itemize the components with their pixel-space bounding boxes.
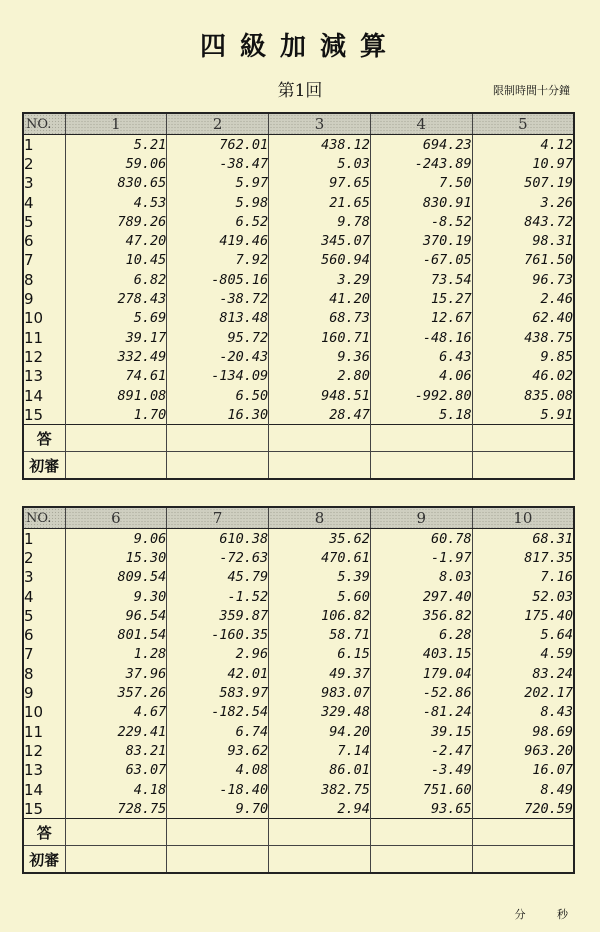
row-number: 9	[23, 683, 65, 702]
table-row	[23, 212, 574, 231]
number-cell: 4.06	[370, 367, 472, 386]
problem-table-1	[22, 112, 575, 480]
table-row	[23, 367, 574, 386]
row-number: 5	[23, 606, 65, 625]
number-cell: 39.17	[65, 328, 167, 347]
number-cell: 830.65	[65, 174, 167, 193]
table-row	[23, 328, 574, 347]
number-cell: 7.50	[370, 174, 472, 193]
number-cell: 610.38	[167, 529, 269, 549]
number-cell: 6.50	[167, 386, 269, 405]
check-label: 初審	[23, 452, 65, 480]
number-cell: 2.94	[269, 799, 371, 819]
number-cell: 49.37	[269, 664, 371, 683]
number-cell: 560.94	[269, 251, 371, 270]
number-cell: 202.17	[472, 683, 574, 702]
table-row	[23, 625, 574, 644]
table-row	[23, 289, 574, 308]
number-cell: 7.16	[472, 568, 574, 587]
number-cell: 8.43	[472, 703, 574, 722]
number-cell: 96.54	[65, 606, 167, 625]
answer-row	[23, 425, 574, 452]
number-cell: 419.46	[167, 231, 269, 250]
number-cell: 329.48	[269, 703, 371, 722]
number-cell: 6.15	[269, 645, 371, 664]
number-cell: 59.06	[65, 154, 167, 173]
column-header: 7	[167, 507, 269, 529]
number-cell: 3.29	[269, 270, 371, 289]
number-cell: 507.19	[472, 174, 574, 193]
number-cell: -67.05	[370, 251, 472, 270]
table-row	[23, 347, 574, 366]
number-cell: 403.15	[370, 645, 472, 664]
number-cell: 83.21	[65, 741, 167, 760]
number-cell: -72.63	[167, 548, 269, 567]
number-cell: -805.16	[167, 270, 269, 289]
column-header: 2	[167, 113, 269, 135]
number-cell: 5.18	[370, 405, 472, 425]
number-cell: -992.80	[370, 386, 472, 405]
number-cell: 762.01	[167, 135, 269, 155]
check-cell[interactable]	[269, 452, 371, 480]
number-cell: 73.54	[370, 270, 472, 289]
answer-label: 答	[23, 425, 65, 452]
number-cell: 160.71	[269, 328, 371, 347]
table-row	[23, 587, 574, 606]
number-cell: 98.31	[472, 231, 574, 250]
number-cell: 15.27	[370, 289, 472, 308]
check-cell[interactable]	[65, 452, 167, 480]
number-cell: 817.35	[472, 548, 574, 567]
number-cell: -1.97	[370, 548, 472, 567]
number-cell: 470.61	[269, 548, 371, 567]
number-cell: 5.64	[472, 625, 574, 644]
number-cell: 5.60	[269, 587, 371, 606]
table-row	[23, 193, 574, 212]
number-cell: -52.86	[370, 683, 472, 702]
answer-cell[interactable]	[269, 425, 371, 452]
number-cell: 438.75	[472, 328, 574, 347]
number-cell: 6.28	[370, 625, 472, 644]
number-cell: 6.43	[370, 347, 472, 366]
answer-cell[interactable]	[472, 819, 574, 846]
number-cell: 46.02	[472, 367, 574, 386]
number-cell: 9.06	[65, 529, 167, 549]
number-cell: 813.48	[167, 309, 269, 328]
header-row	[23, 113, 574, 135]
column-header: 10	[472, 507, 574, 529]
check-label: 初審	[23, 846, 65, 874]
table-row	[23, 799, 574, 819]
row-number: 13	[23, 761, 65, 780]
number-cell: 175.40	[472, 606, 574, 625]
number-cell: 4.67	[65, 703, 167, 722]
check-cell[interactable]	[472, 452, 574, 480]
no-header: NO.	[23, 507, 65, 529]
number-cell: 8.03	[370, 568, 472, 587]
number-cell: 93.62	[167, 741, 269, 760]
number-cell: 96.73	[472, 270, 574, 289]
number-cell: 2.46	[472, 289, 574, 308]
number-cell: 8.49	[472, 780, 574, 799]
number-cell: 357.26	[65, 683, 167, 702]
row-number: 6	[23, 625, 65, 644]
check-row	[23, 846, 574, 874]
row-number: 11	[23, 328, 65, 347]
table-row	[23, 664, 574, 683]
row-number: 3	[23, 174, 65, 193]
number-cell: 359.87	[167, 606, 269, 625]
number-cell: 4.53	[65, 193, 167, 212]
number-cell: 694.23	[370, 135, 472, 155]
number-cell: -18.40	[167, 780, 269, 799]
answer-row	[23, 819, 574, 846]
number-cell: 4.08	[167, 761, 269, 780]
check-cell[interactable]	[370, 452, 472, 480]
answer-cell[interactable]	[370, 425, 472, 452]
check-cell[interactable]	[370, 846, 472, 874]
number-cell: 28.47	[269, 405, 371, 425]
number-cell: 2.80	[269, 367, 371, 386]
number-cell: 10.97	[472, 154, 574, 173]
number-cell: 42.01	[167, 664, 269, 683]
row-number: 5	[23, 212, 65, 231]
row-number: 4	[23, 587, 65, 606]
number-cell: 835.08	[472, 386, 574, 405]
number-cell: -2.47	[370, 741, 472, 760]
table-row	[23, 231, 574, 250]
number-cell: -3.49	[370, 761, 472, 780]
number-cell: -8.52	[370, 212, 472, 231]
check-cell[interactable]	[269, 846, 371, 874]
number-cell: 37.96	[65, 664, 167, 683]
number-cell: -38.47	[167, 154, 269, 173]
table-row	[23, 780, 574, 799]
minutes-label: 分	[514, 908, 528, 921]
number-cell: 9.30	[65, 587, 167, 606]
number-cell: 843.72	[472, 212, 574, 231]
number-cell: -48.16	[370, 328, 472, 347]
number-cell: 5.91	[472, 405, 574, 425]
row-number: 2	[23, 548, 65, 567]
row-number: 11	[23, 722, 65, 741]
row-number: 8	[23, 270, 65, 289]
number-cell: 9.78	[269, 212, 371, 231]
number-cell: 5.69	[65, 309, 167, 328]
table-row	[23, 174, 574, 193]
table-row	[23, 529, 574, 549]
number-cell: 3.26	[472, 193, 574, 212]
number-cell: 963.20	[472, 741, 574, 760]
number-cell: 5.98	[167, 193, 269, 212]
number-cell: 16.07	[472, 761, 574, 780]
number-cell: -182.54	[167, 703, 269, 722]
number-cell: 63.07	[65, 761, 167, 780]
number-cell: 9.70	[167, 799, 269, 819]
number-cell: 45.79	[167, 568, 269, 587]
row-number: 12	[23, 741, 65, 760]
number-cell: 21.65	[269, 193, 371, 212]
row-number: 1	[23, 135, 65, 155]
table-row	[23, 309, 574, 328]
no-header: NO.	[23, 113, 65, 135]
row-number: 15	[23, 405, 65, 425]
number-cell: 6.52	[167, 212, 269, 231]
row-number: 14	[23, 780, 65, 799]
check-cell[interactable]	[65, 846, 167, 874]
table-row	[23, 270, 574, 289]
number-cell: 106.82	[269, 606, 371, 625]
table-row	[23, 386, 574, 405]
problem-table-2	[22, 506, 575, 874]
row-number: 15	[23, 799, 65, 819]
row-number: 4	[23, 193, 65, 212]
number-cell: 98.69	[472, 722, 574, 741]
number-cell: 5.97	[167, 174, 269, 193]
row-number: 10	[23, 309, 65, 328]
number-cell: 97.65	[269, 174, 371, 193]
number-cell: 789.26	[65, 212, 167, 231]
table-row	[23, 761, 574, 780]
header-row	[23, 507, 574, 529]
time-limit: 限制時間十分鐘	[493, 84, 570, 97]
number-cell: -20.43	[167, 347, 269, 366]
check-row	[23, 452, 574, 480]
number-cell: 47.20	[65, 231, 167, 250]
number-cell: 751.60	[370, 780, 472, 799]
number-cell: 983.07	[269, 683, 371, 702]
answer-cell[interactable]	[167, 819, 269, 846]
number-cell: 1.28	[65, 645, 167, 664]
number-cell: 10.45	[65, 251, 167, 270]
row-number: 12	[23, 347, 65, 366]
number-cell: 15.30	[65, 548, 167, 567]
number-cell: 297.40	[370, 587, 472, 606]
number-cell: 809.54	[65, 568, 167, 587]
column-header: 4	[370, 113, 472, 135]
number-cell: -81.24	[370, 703, 472, 722]
number-cell: 62.40	[472, 309, 574, 328]
check-cell[interactable]	[167, 846, 269, 874]
number-cell: 7.14	[269, 741, 371, 760]
number-cell: 39.15	[370, 722, 472, 741]
number-cell: 761.50	[472, 251, 574, 270]
answer-cell[interactable]	[65, 819, 167, 846]
number-cell: 583.97	[167, 683, 269, 702]
column-header: 1	[65, 113, 167, 135]
number-cell: 345.07	[269, 231, 371, 250]
table-row	[23, 741, 574, 760]
number-cell: 60.78	[370, 529, 472, 549]
table-row	[23, 405, 574, 425]
row-number: 14	[23, 386, 65, 405]
answer-cell[interactable]	[65, 425, 167, 452]
table-row	[23, 703, 574, 722]
check-cell[interactable]	[472, 846, 574, 874]
number-cell: -243.89	[370, 154, 472, 173]
answer-label: 答	[23, 819, 65, 846]
table-row	[23, 683, 574, 702]
number-cell: 1.70	[65, 405, 167, 425]
table-row	[23, 154, 574, 173]
number-cell: 58.71	[269, 625, 371, 644]
answer-cell[interactable]	[472, 425, 574, 452]
number-cell: -1.52	[167, 587, 269, 606]
number-cell: 83.24	[472, 664, 574, 683]
row-number: 7	[23, 645, 65, 664]
number-cell: 4.18	[65, 780, 167, 799]
answer-cell[interactable]	[269, 819, 371, 846]
column-header: 5	[472, 113, 574, 135]
time-record	[491, 906, 571, 922]
number-cell: 4.59	[472, 645, 574, 664]
column-header: 8	[269, 507, 371, 529]
answer-cell[interactable]	[370, 819, 472, 846]
table-row	[23, 606, 574, 625]
table-row	[23, 722, 574, 741]
row-number: 2	[23, 154, 65, 173]
table-row	[23, 568, 574, 587]
number-cell: 9.36	[269, 347, 371, 366]
number-cell: 5.21	[65, 135, 167, 155]
number-cell: 52.03	[472, 587, 574, 606]
row-number: 6	[23, 231, 65, 250]
number-cell: 830.91	[370, 193, 472, 212]
number-cell: 6.82	[65, 270, 167, 289]
number-cell: 74.61	[65, 367, 167, 386]
row-number: 7	[23, 251, 65, 270]
number-cell: 16.30	[167, 405, 269, 425]
number-cell: 95.72	[167, 328, 269, 347]
number-cell: 4.12	[472, 135, 574, 155]
row-number: 9	[23, 289, 65, 308]
check-cell[interactable]	[167, 452, 269, 480]
round-number: 第1回	[277, 81, 323, 101]
number-cell: 86.01	[269, 761, 371, 780]
answer-cell[interactable]	[167, 425, 269, 452]
number-cell: 332.49	[65, 347, 167, 366]
number-cell: 278.43	[65, 289, 167, 308]
number-cell: 35.62	[269, 529, 371, 549]
number-cell: 41.20	[269, 289, 371, 308]
table-row	[23, 135, 574, 155]
number-cell: 948.51	[269, 386, 371, 405]
number-cell: 5.39	[269, 568, 371, 587]
number-cell: 370.19	[370, 231, 472, 250]
number-cell: 720.59	[472, 799, 574, 819]
number-cell: -38.72	[167, 289, 269, 308]
row-number: 3	[23, 568, 65, 587]
table-row	[23, 548, 574, 567]
number-cell: 68.73	[269, 309, 371, 328]
number-cell: 68.31	[472, 529, 574, 549]
number-cell: 2.96	[167, 645, 269, 664]
number-cell: 12.67	[370, 309, 472, 328]
number-cell: 229.41	[65, 722, 167, 741]
number-cell: 179.04	[370, 664, 472, 683]
number-cell: 382.75	[269, 780, 371, 799]
number-cell: 438.12	[269, 135, 371, 155]
number-cell: 93.65	[370, 799, 472, 819]
column-header: 6	[65, 507, 167, 529]
number-cell: 7.92	[167, 251, 269, 270]
column-header: 9	[370, 507, 472, 529]
table-row	[23, 251, 574, 270]
number-cell: 801.54	[65, 625, 167, 644]
number-cell: 728.75	[65, 799, 167, 819]
column-header: 3	[269, 113, 371, 135]
page-title: 四級加減算	[199, 32, 400, 62]
number-cell: 891.08	[65, 386, 167, 405]
seconds-label: 秒	[557, 908, 570, 921]
number-cell: 94.20	[269, 722, 371, 741]
number-cell: 356.82	[370, 606, 472, 625]
number-cell: -160.35	[167, 625, 269, 644]
number-cell: 9.85	[472, 347, 574, 366]
number-cell: 6.74	[167, 722, 269, 741]
number-cell: -134.09	[167, 367, 269, 386]
row-number: 10	[23, 703, 65, 722]
row-number: 13	[23, 367, 65, 386]
row-number: 8	[23, 664, 65, 683]
row-number: 1	[23, 529, 65, 549]
number-cell: 5.03	[269, 154, 371, 173]
table-row	[23, 645, 574, 664]
